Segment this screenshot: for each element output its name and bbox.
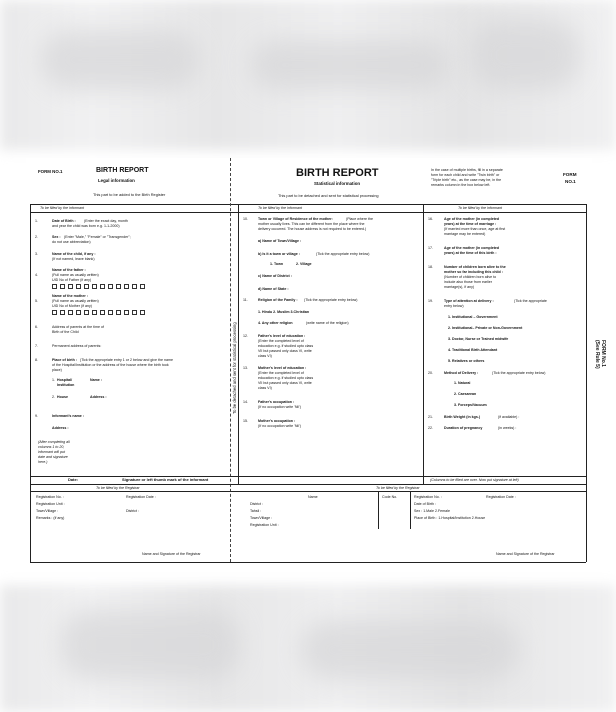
- uid-digit-cell[interactable]: [124, 310, 129, 315]
- after-note-3: informant will put: [38, 450, 65, 454]
- right-intro-3: "Triple birth" etc., as the case may be, in the: [431, 178, 502, 182]
- item-15-hint: (If no occupation write 'Nil'): [258, 424, 301, 428]
- blurred-shape: [300, 620, 520, 680]
- item-3-hint: (If not named, leave blank): [52, 257, 95, 261]
- after-note-1: (After completing all: [38, 440, 70, 444]
- item-15-label: Mother's occupation :: [258, 419, 296, 423]
- state-name-label: d) Name of State :: [258, 287, 289, 291]
- vertical-detach-note: To be detached and sent for statistical processing: [232, 322, 237, 414]
- hospital-option[interactable]: Hospital/: [57, 378, 73, 382]
- right-intro-4: remarks column in the box below left.: [431, 183, 491, 187]
- uid-digit-cell[interactable]: [108, 310, 113, 315]
- columns-note: (Columns to be filled are over. Now put signature at left): [430, 478, 519, 482]
- item-8-label: Place of birth :: [52, 358, 77, 362]
- uid-digit-cell[interactable]: [84, 310, 89, 315]
- item-13-hint-3: VII but passed only class VI, write: [258, 381, 312, 385]
- blurred-shape: [470, 20, 580, 90]
- village-option[interactable]: 2. Village: [296, 262, 312, 266]
- uid-digit-cell[interactable]: [124, 284, 129, 289]
- item-21-hint: (if available) :: [498, 415, 520, 419]
- item-17-label: Age of the mother (in completed: [444, 246, 500, 250]
- right-intro-1: In the case of multiple births, fill in a separate: [431, 168, 503, 172]
- left-subtitle: Legal information: [98, 178, 135, 183]
- item-5-hint-2: UID No of Mother (if any): [52, 304, 92, 308]
- center-filled-by: To be filled by the informant: [258, 206, 303, 210]
- center-title: BIRTH REPORT: [296, 167, 379, 179]
- item-1-label: Date of Birth :: [52, 219, 76, 223]
- cut-line: [230, 158, 231, 562]
- attention-option-2[interactable]: 2. Institutional– Private or Non-Government: [448, 326, 523, 330]
- form-number-right-2: NO.1: [565, 179, 576, 184]
- item-4-label: Name of the father :: [52, 268, 86, 272]
- item-13-label: Mother's level of education :: [258, 366, 307, 370]
- town-or-village-label: b) Is it a town or village :: [258, 252, 300, 256]
- uid-digit-cell[interactable]: [116, 310, 121, 315]
- item-12-hint-3: VII but passed only class VI, write: [258, 349, 312, 353]
- form-number-right: FORM: [563, 172, 577, 177]
- item-19-num: 19.: [428, 299, 433, 303]
- uid-digit-cell[interactable]: [132, 284, 137, 289]
- item-2-label: Sex :: [52, 235, 61, 239]
- middle-reg-unit: Registration Unit :: [250, 523, 279, 527]
- uid-digit-cell[interactable]: [100, 284, 105, 289]
- father-uid-boxes[interactable]: [52, 284, 148, 289]
- item-16-label-2: years) at the time of marriage :: [444, 222, 497, 226]
- item-12-label: Father's level of education :: [258, 334, 306, 338]
- item-8-num: 8.: [35, 358, 38, 362]
- date-row-top: [30, 476, 586, 477]
- item-10-hint-3: delivery occurred. The house address is not required to be entered.): [258, 227, 367, 231]
- mother-uid-boxes[interactable]: [52, 310, 148, 315]
- item-2-num: 2.: [35, 235, 38, 239]
- after-note-2: columns 1 to 20,: [38, 445, 65, 449]
- item-21-num: 21.: [428, 415, 433, 419]
- item-6-hint: Birth of the Child: [52, 330, 79, 334]
- item-20-label: Method of Delivery :: [444, 371, 479, 375]
- item-19-hint-2: entry below): [444, 304, 464, 308]
- left-remarks: Remarks : (if any): [36, 516, 65, 520]
- item-4-num: 4.: [35, 273, 38, 277]
- blurred-shape: [60, 610, 240, 680]
- item-18-hint-3: marriage(s), if any): [444, 285, 475, 289]
- item-5-hint: (Full name as usually written): [52, 299, 99, 303]
- item-9-label: Informant's name :: [52, 414, 85, 418]
- left-reg-no: Registration No. :: [36, 495, 64, 499]
- date-label: Date:: [68, 477, 79, 482]
- item-17-num: 17.: [428, 246, 433, 250]
- district-name-label: c) Name of District :: [258, 274, 292, 278]
- blurred-shape: [40, 30, 200, 90]
- attention-option-5[interactable]: 5. Relatives or others: [448, 359, 485, 363]
- uid-digit-cell[interactable]: [116, 284, 121, 289]
- blurred-shape: [250, 40, 450, 90]
- item-9-num: 9.: [35, 414, 38, 418]
- house-address-label: Address :: [90, 395, 107, 399]
- item-4-hint: (Full name as usually written): [52, 273, 99, 277]
- item-14-label: Father's occupation :: [258, 400, 295, 404]
- item-11-num: 11.: [243, 298, 248, 302]
- center-subtitle: Statistical information: [314, 181, 361, 186]
- item-8-hint: (Tick the appropriate entry 1 or 2 below and give the name: [80, 358, 173, 362]
- attention-option-1[interactable]: 1. Institutional – Government: [448, 315, 498, 319]
- date-row-bottom: [30, 484, 586, 485]
- bottom-border: [30, 562, 586, 563]
- item-22-hint: (in weeks) :: [498, 426, 517, 430]
- middle-town-village: Town/Village :: [250, 516, 273, 520]
- item-22-label: Duration of pregnancy: [444, 426, 483, 430]
- center-right-border: [423, 204, 424, 484]
- item-4-hint-2: UID No of Father (if any): [52, 278, 92, 282]
- house-option[interactable]: House: [57, 395, 68, 399]
- item-2-hint-2: do not use abbreviation): [52, 240, 91, 244]
- item-14-hint: (If no occupation write 'Nil'): [258, 405, 301, 409]
- hospital-option-num: 1.: [52, 378, 55, 382]
- hospital-option-2: Institution: [57, 383, 75, 387]
- religion-other-hint: (write name of the religion): [306, 321, 349, 325]
- uid-digit-cell[interactable]: [76, 310, 81, 315]
- after-note-5: here.): [38, 460, 48, 464]
- item-15-num: 15.: [243, 419, 248, 423]
- after-note-4: date and signature: [38, 455, 68, 459]
- item-20-num: 20.: [428, 371, 433, 375]
- uid-digit-cell[interactable]: [68, 310, 73, 315]
- town-or-village-hint: (Tick the appropriate entry below): [316, 252, 370, 256]
- bottom-right-border: [586, 484, 587, 562]
- side-form-label-1: FORM No.1: [600, 340, 606, 367]
- item-10-hint: (Place where the: [346, 217, 373, 221]
- town-village-name-label: a) Name of Town/Village :: [258, 239, 302, 243]
- item-18-label-2: mother so far including this child :: [444, 270, 503, 274]
- item-11-label: Religion of the Family :: [258, 298, 298, 302]
- left-filled-by: To be filled by the informant: [40, 206, 85, 210]
- house-option-num: 2.: [52, 395, 55, 399]
- item-7-num: 7.: [35, 344, 38, 348]
- filled-by-row-border: [30, 212, 586, 213]
- center-left-border: [238, 204, 239, 484]
- right-filled-by: To be filled by the informant: [458, 206, 503, 210]
- attention-option-4[interactable]: 4. Traditional Birth Attendant: [448, 348, 498, 352]
- left-border: [30, 204, 31, 484]
- birth-report-form: [26, 158, 592, 562]
- right-border: [586, 204, 587, 484]
- method-option-3[interactable]: 3. Forceps/Vacuum: [454, 403, 487, 407]
- item-1-hint: (Enter the exact day, month: [84, 219, 128, 223]
- item-3-label: Name of the child, if any :: [52, 252, 96, 256]
- item-12-hint-4: class VI): [258, 354, 272, 358]
- item-13-hint-4: class VI): [258, 386, 272, 390]
- item-10-hint-2: mother usually lives. This can be different from the place where the: [258, 222, 365, 226]
- religion-other-option[interactable]: 4. Any other religion: [258, 321, 293, 325]
- uid-digit-cell[interactable]: [52, 310, 57, 315]
- left-reg-date: Registration Date :: [126, 495, 156, 499]
- left-title: BIRTH REPORT: [96, 167, 149, 174]
- item-12-num: 12.: [243, 334, 248, 338]
- top-border: [30, 204, 586, 205]
- uid-digit-cell[interactable]: [92, 284, 97, 289]
- right-place: Place of Birth : 1.Hospital/Institution 2.House: [414, 516, 486, 520]
- attention-option-3[interactable]: 3. Doctor, Nurse or Trained midwife: [448, 337, 509, 341]
- item-5-num: 5.: [35, 299, 38, 303]
- item-13-hint: (Enter the completed level of: [258, 371, 304, 375]
- uid-digit-cell[interactable]: [92, 310, 97, 315]
- item-6-label: Address of parents at the time of: [52, 325, 104, 329]
- left-reg-unit: Registration Unit :: [36, 502, 65, 506]
- item-18-label: Number of children born alive to the: [444, 265, 506, 269]
- right-reg-date: Registration Date :: [486, 495, 516, 499]
- item-17-label-2: years) at the time of this birth :: [444, 251, 497, 255]
- item-21-label: Birth Weight (in kgs.): [444, 415, 481, 419]
- item-18-num: 18.: [428, 265, 433, 269]
- signature-label: Signature or left thumb mark of the informant: [122, 477, 209, 482]
- method-option-1[interactable]: 1. Natural: [454, 381, 471, 385]
- code-column-left: [378, 491, 379, 529]
- item-16-label: Age of the mother (in completed: [444, 217, 500, 221]
- item-8-hint-3: place): [52, 368, 62, 372]
- uid-digit-cell[interactable]: [132, 310, 137, 315]
- item-18-hint: (Number of children born alive to: [444, 275, 497, 279]
- code-column-right: [410, 491, 411, 529]
- item-8-hint-2: of the Hospital/Institution or the address of the house where the birth took: [52, 363, 169, 367]
- item-19-hint: (Tick the appropriate: [514, 299, 547, 303]
- middle-code-label: Code No.: [382, 495, 398, 499]
- uid-digit-cell[interactable]: [108, 284, 113, 289]
- item-14-num: 14.: [243, 400, 248, 404]
- middle-name-label: Name: [308, 495, 318, 499]
- item-10-label: Town or Village of Residence of the mother:: [258, 217, 333, 221]
- side-form-label: [594, 340, 606, 369]
- method-option-2[interactable]: 2. Caesarean: [454, 392, 477, 396]
- right-registrar-sign: Name and Signature of the Registrar: [496, 552, 555, 556]
- item-2-hint: (Enter "Male," "Female" or "Transgender";: [64, 235, 131, 239]
- left-registrar-sign: Name and Signature of the Registrar: [142, 552, 201, 556]
- uid-digit-cell[interactable]: [68, 284, 73, 289]
- item-11-hint: (Tick the appropriate entry below): [304, 298, 358, 302]
- right-intro-2: form for each child and write "Twin birth" or: [431, 173, 500, 177]
- hospital-name-label: Name :: [90, 378, 102, 382]
- item-7-label: Permanent address of parents:: [52, 344, 102, 348]
- item-13-hint-2: education e.g. if studied upto class: [258, 376, 314, 380]
- item-16-num: 16.: [428, 217, 433, 221]
- item-16-hint: (If married more than once, age at first: [444, 227, 506, 231]
- item-18-hint-2: include also those from earlier: [444, 280, 492, 284]
- left-district: District :: [126, 509, 139, 513]
- item-19-label: Type of attention at delivery :: [444, 299, 494, 303]
- item-5-label: Name of the mother :: [52, 294, 88, 298]
- item-13-num: 13.: [243, 366, 248, 370]
- middle-tahsil: Tahsil :: [250, 509, 262, 513]
- item-1-hint-2: and year the child was born e.g. 1-1-2000): [52, 224, 120, 228]
- uid-digit-cell[interactable]: [140, 284, 145, 289]
- item-12-hint-2: education e.g. if studied upto class: [258, 344, 314, 348]
- right-sex: Sex : 1.Male 2.Female: [414, 509, 450, 513]
- item-10-num: 10.: [243, 217, 248, 221]
- side-form-label-2: (See Rule 5): [594, 340, 600, 369]
- uid-digit-cell[interactable]: [60, 284, 65, 289]
- right-reg-no: Registration No. :: [414, 495, 442, 499]
- left-note: This part to be added to the Birth Register: [93, 192, 166, 197]
- uid-digit-cell[interactable]: [140, 310, 145, 315]
- uid-digit-cell[interactable]: [60, 310, 65, 315]
- uid-digit-cell[interactable]: [52, 284, 57, 289]
- middle-district: District :: [250, 502, 263, 506]
- registrar-row-border: [30, 491, 586, 492]
- right-dob: Date of Birth :: [414, 502, 436, 506]
- item-6-num: 6.: [35, 325, 38, 329]
- item-3-num: 3.: [35, 252, 38, 256]
- center-note: This part to be detached and sent for statistical processing: [278, 193, 379, 198]
- item-22-num: 22.: [428, 426, 433, 430]
- uid-digit-cell[interactable]: [84, 284, 89, 289]
- town-option[interactable]: 1. Town: [270, 262, 284, 266]
- item-16-hint-2: marriage may be entered): [444, 232, 486, 236]
- informant-address-label: Address :: [52, 426, 69, 430]
- bottom-left-border: [30, 484, 31, 562]
- right-registrar-filled: To be filled by the Registrar: [376, 486, 420, 490]
- item-12-hint: (Enter the completed level of: [258, 339, 304, 343]
- left-town-village: Town/Village :: [36, 509, 59, 513]
- left-registrar-filled: To be filled by the Registrar: [96, 486, 140, 490]
- form-number-left: FORM NO.1: [38, 169, 63, 174]
- religion-options[interactable]: 1. Hindu 2. Muslim 3.Christian: [258, 310, 310, 314]
- item-20-hint: (Tick the appropriate entry below): [492, 371, 546, 375]
- uid-digit-cell[interactable]: [100, 310, 105, 315]
- uid-digit-cell[interactable]: [76, 284, 81, 289]
- item-1-num: 1.: [35, 219, 38, 223]
